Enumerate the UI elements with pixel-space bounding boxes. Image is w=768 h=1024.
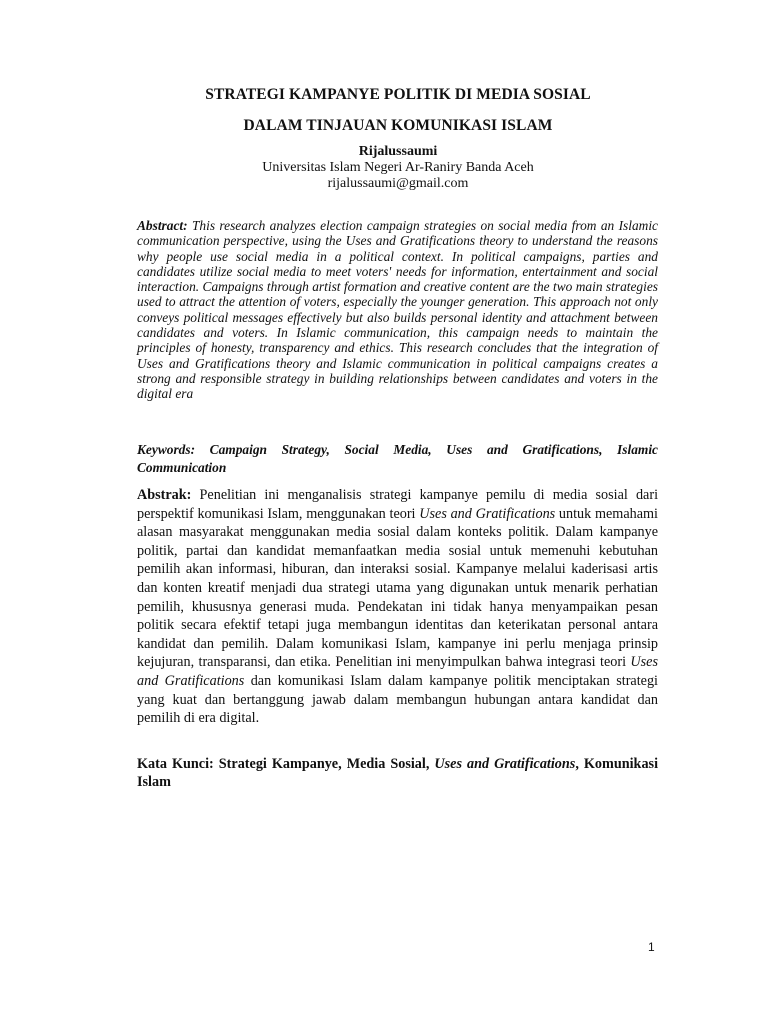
keyword-2: Media Sosial (346, 756, 426, 772)
keyword-separator: , (425, 756, 435, 772)
keywords-english-text: Campaign Strategy, Social Media, Uses and Gratifications, Islamic Communication (137, 442, 658, 475)
abstract-indonesian (137, 486, 658, 728)
keywords-indonesian (137, 755, 658, 791)
keyword-separator: , (338, 756, 347, 772)
abstract-english-label: Abstract (137, 218, 184, 233)
abstract-indonesian-term-1: Uses and Gratifications (419, 505, 556, 522)
author-email: rijalussaumi@gmail.com (327, 176, 469, 191)
author-block (120, 144, 676, 192)
keyword-separator: , (575, 756, 584, 772)
abstract-indonesian-text-3: dan komunikasi Islam dalam kampanye politik menciptakan strategi yang kuat dan bertanggung jawab dalam membangun hubungan antara kandidat dan pemilih di era digital. (137, 672, 658, 727)
author-affiliation: Universitas Islam Negeri Ar-Raniry Banda Aceh (262, 160, 534, 175)
abstract-english-text: This research analyzes election campaign strategies on social media from an Islamic communication perspective, using the Uses and Gratifications theory to understand the reasons why people use social media in a political context. In political campaigns, parties and candidates utilize social media to meet voters' needs for information, entertainment and social interaction. Campaigns through artist formation and creative content are the two main strategies used to attract the attention of voters, especially the younger generation. This approach not only conveys political messages effectively but also builds personal identity and attachment between candidates and voters. In Islamic communication, this campaign needs to maintain the principles of honesty, transparency and ethics. This research concludes that the integration of Uses and Gratifications theory and Islamic communication in political campaigns creates a strong and responsible strategy in building relationships between candidates and voters in the digital era (137, 218, 658, 402)
abstract-indonesian-label: Abstrak: (137, 487, 192, 503)
author-name: Rijalussaumi (358, 144, 438, 159)
abstract-english-colon: : (183, 218, 192, 233)
paper-title-line-1: STRATEGI KAMPANYE POLITIK DI MEDIA SOSIAL (205, 86, 591, 103)
abstract-english (137, 218, 658, 402)
keywords-english (137, 441, 658, 477)
page-number: 1 (648, 940, 655, 954)
paper-title-line-2: DALAM TINJAUAN KOMUNIKASI ISLAM (243, 117, 553, 134)
abstract-indonesian-text-2: untuk memahami alasan masyarakat menggunakan media sosial dalam konteks politik. Dalam kampanye politik, partai dan kandidat memanfaatkan media sosial untuk memenuhi kebutuhan pemilih akan informasi, hiburan, dan interaksi sosial. Kampanye melalui kaderisasi artis dan konten kreatif menjadi dua strategi utama yang digunakan untuk menarik perhatian pemilih, khususnya generasi muda. Pendekatan ini tidak hanya menyampaikan pesan politik secara efektif tetapi juga membangun identitas dan keterikatan personal antara kandidat dan pemilih. Dalam komunikasi Islam, kampanye ini perlu menjaga prinsip kejujuran, transparansi, dan etika. Penelitian ini menyimpulkan bahwa integrasi teori (137, 505, 659, 671)
keyword-4: Komunikasi Islam (137, 756, 659, 790)
abstract-indonesian-term-2: Uses and Gratifications (137, 654, 658, 689)
keyword-3: Uses and Gratifications (434, 756, 576, 772)
abstract-indonesian-text-1: Penelitian ini menganalisis strategi kampanye pemilu di media sosial dari perspektif komunikasi Islam, menggunakan teori (137, 487, 659, 522)
keyword-1: Strategi Kampanye (218, 756, 339, 772)
keywords-english-label: Keywords: (137, 442, 196, 457)
keywords-indonesian-label: Kata Kunci: (137, 756, 214, 772)
